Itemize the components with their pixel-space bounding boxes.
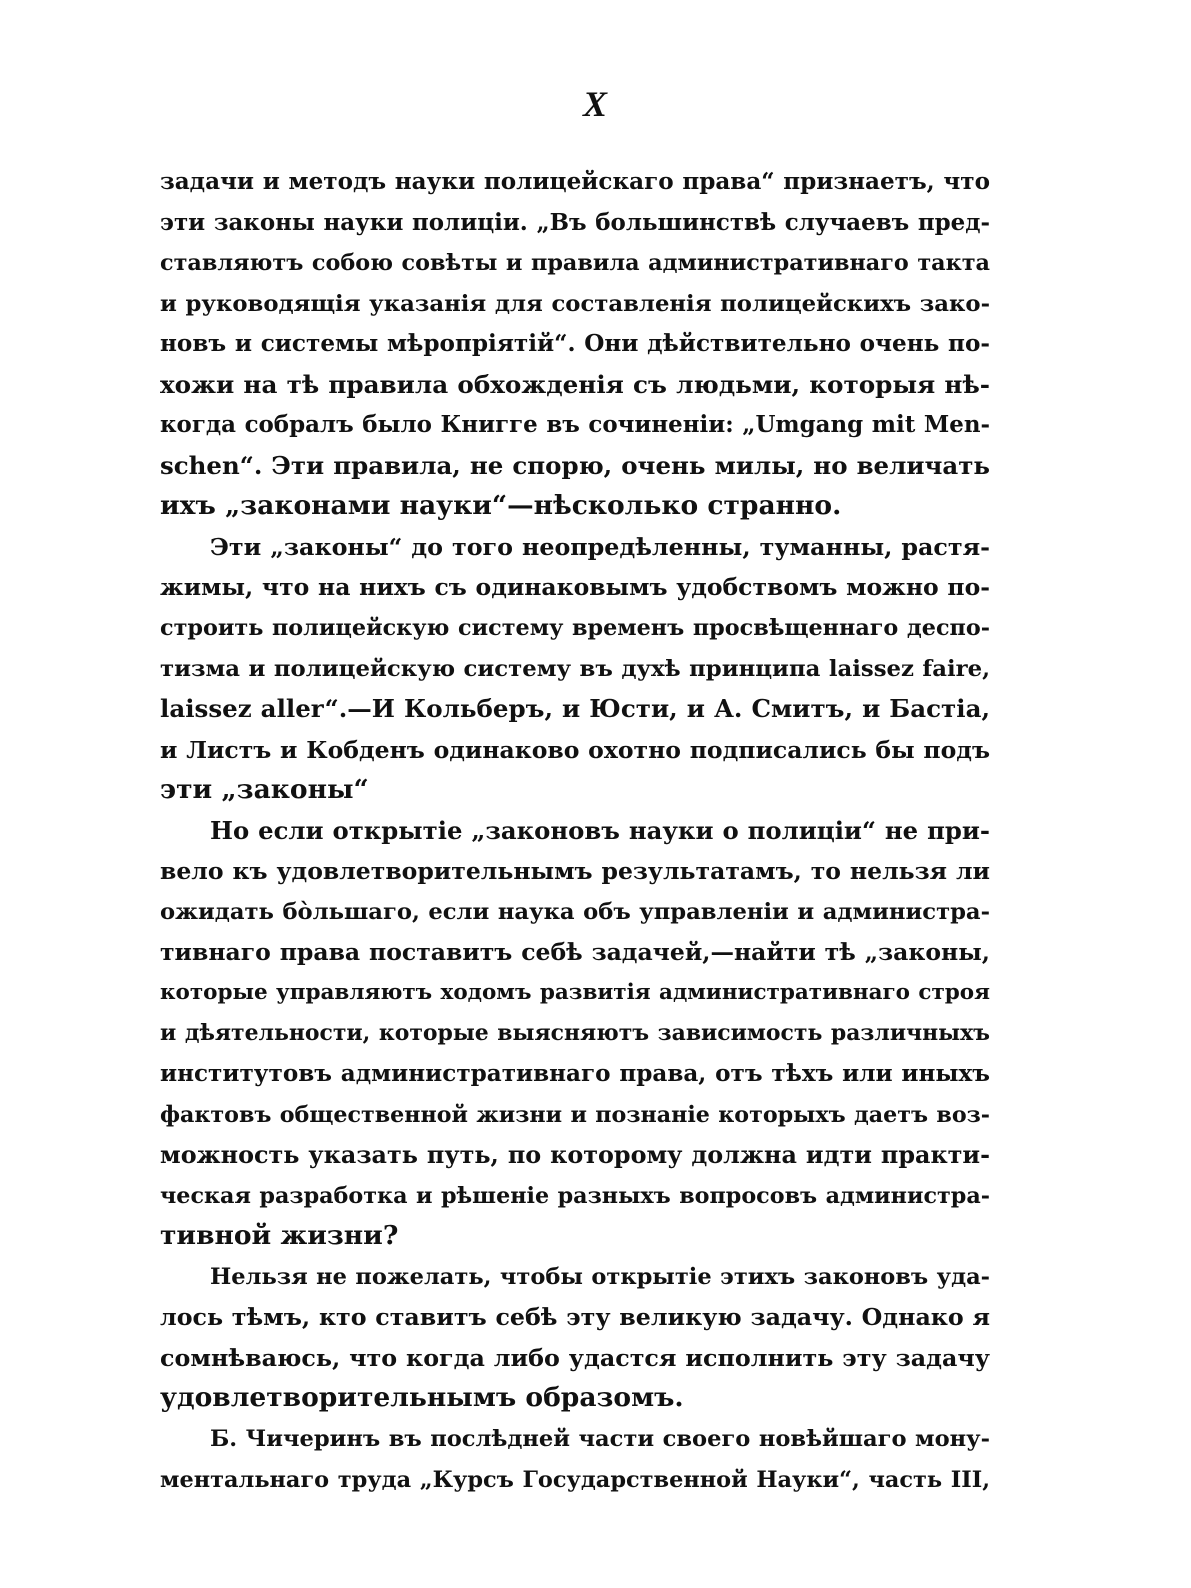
text-line: Но если открытіе „законовъ науки о полиціи“ не при-	[210, 815, 990, 845]
text-line: и Листъ и Кобденъ одинаково охотно подписались бы подъ	[160, 735, 990, 764]
text-line: и дѣятельности, которые выясняютъ зависимость различныхъ	[160, 1020, 990, 1047]
text-line: Эти „законы“ до того неопредѣленны, туманны, растя-	[210, 532, 990, 561]
text-line: фактовъ общественной жизни и познаніе которыхъ даетъ воз-	[160, 1101, 990, 1128]
text-line: хожи на тѣ правила обхожденія съ людьми, которыя нѣ-	[160, 369, 990, 399]
text-line: эти законы науки полиціи. „Въ большинствѣ случаевъ пред-	[160, 208, 990, 236]
text-line: жимы, что на нихъ съ одинаковымъ удобствомъ можно по-	[160, 573, 990, 602]
text-line: Б. Чичеринъ въ послѣдней части своего новѣйшаго мону-	[210, 1425, 990, 1452]
text-line: задачи и методъ науки полицейскаго права“ признаетъ, что	[160, 168, 990, 195]
text-line: ставляютъ собою совѣты и правила административнаго такта	[160, 250, 990, 277]
text-line: schen“. Эти правила, не спорю, очень милы, но величать	[160, 450, 990, 480]
text-line: ихъ „законами науки“—нѣсколько странно.	[160, 490, 842, 522]
text-line: эти „законы“	[160, 774, 369, 806]
text-line: строить полицейскую систему временъ просвѣщеннаго деспо-	[160, 615, 990, 642]
text-line: ческая разработка и рѣшеніе разныхъ вопросовъ администра-	[160, 1182, 990, 1209]
text-line: сомнѣваюсь, что когда либо удастся исполнить эту задачу	[160, 1343, 990, 1372]
page-number: X	[582, 84, 608, 124]
text-line: laissez aller“.—И Кольберъ, и Юсти, и А. Смитъ, и Бастіа,	[160, 694, 990, 724]
text-line: ментальнаго труда „Курсъ Государственной Науки“, часть III,	[160, 1466, 990, 1493]
text-line: институтовъ административнаго права, отъ тѣхъ или иныхъ	[160, 1060, 990, 1088]
text-line: лось тѣмъ, кто ставитъ себѣ эту великую задачу. Однако я	[160, 1303, 990, 1332]
text-line: и руководящія указанія для составленія полицейскихъ зако-	[160, 290, 990, 317]
text-line: тизма и полицейскую систему въ духѣ принципа laissez faire,	[160, 655, 990, 682]
text-line: которые управляютъ ходомъ развитія административнаго строя	[160, 979, 990, 1005]
text-line: вело къ удовлетворительнымъ результатамъ, то нельзя ли	[160, 857, 990, 886]
text-line: Нельзя не пожелать, чтобы открытіе этихъ законовъ уда-	[210, 1263, 990, 1290]
text-line: удовлетворительнымъ образомъ.	[160, 1382, 684, 1414]
text-line: когда собралъ было Книгге въ сочиненіи: „Umgang mit Men-	[160, 411, 990, 439]
text-line: тивной жизни?	[160, 1220, 399, 1252]
body-text	[160, 162, 990, 1500]
text-line: новъ и системы мѣропріятій“. Они дѣйствительно очень по-	[160, 330, 990, 358]
text-line: ожидать бо̀льшаго, если наука объ управленіи и администра-	[160, 898, 990, 925]
text-line: тивнаго права поставитъ себѣ задачей,—найти тѣ „законы,	[160, 938, 990, 967]
text-line: можность указать путь, по которому должна идти практи-	[160, 1141, 990, 1170]
